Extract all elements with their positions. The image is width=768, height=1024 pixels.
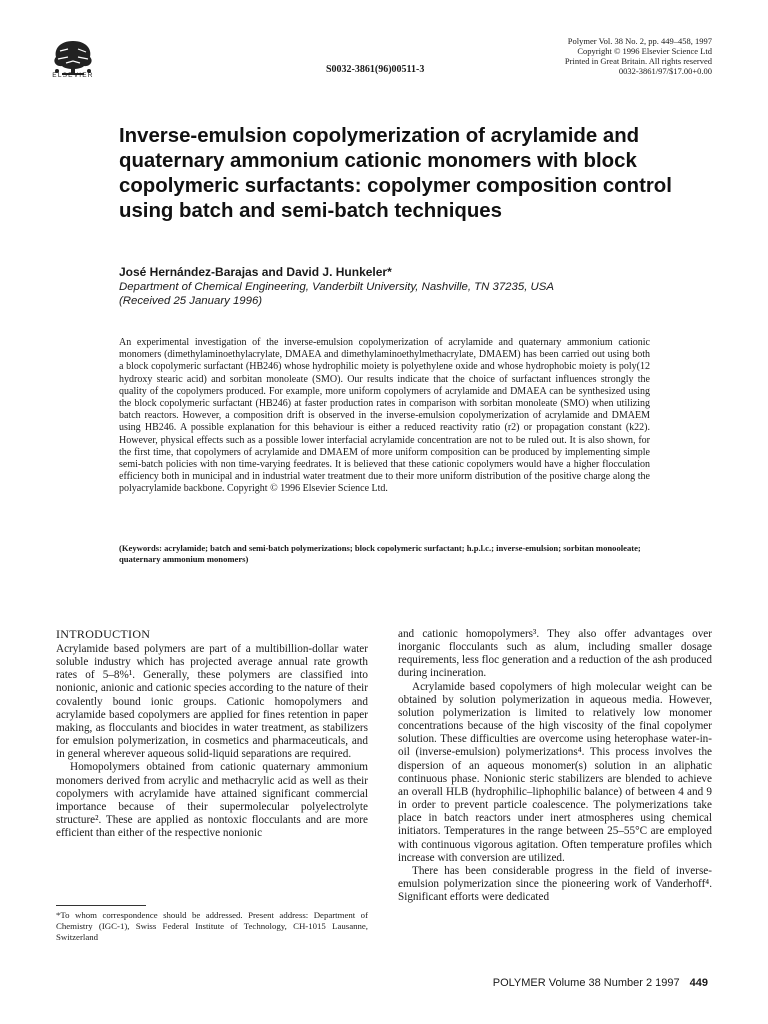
author-affiliation bbox=[119, 280, 679, 308]
body-paragraph: Homopolymers obtained from cationic quaternary ammonium monomers derived from acrylic and methacrylic acid as well as their copolymers with acrylamide have attained significant commercial importance because of their supermolecular polyelectrolyte structure². These are applied as nontoxic flocculants and are more efficient than either of the respective nonionic bbox=[56, 761, 368, 840]
right-column bbox=[398, 628, 712, 904]
received-date: (Received 25 January 1996) bbox=[119, 295, 263, 307]
running-footer bbox=[493, 977, 708, 989]
correspondence-footnote: *To whom correspondence should be addressed. Present address: Department of Chemistry (IGC-1), Swiss Federal Institute of Technology, CH-1015 Lausanne, Switzerland bbox=[56, 910, 368, 942]
section-heading-introduction: INTRODUCTION bbox=[56, 627, 151, 641]
copyright-line: Copyright © 1996 Elsevier Science Ltd bbox=[577, 46, 712, 56]
journal-line: Polymer Vol. 38 No. 2, pp. 449–458, 1997 bbox=[567, 36, 712, 46]
doi-code: S0032-3861(96)00511-3 bbox=[326, 64, 425, 75]
journal-issue: POLYMER Volume 38 Number 2 1997 bbox=[492, 977, 680, 989]
price-line: 0032-3861/97/$17.00+0.00 bbox=[618, 66, 712, 76]
page-number: 449 bbox=[689, 977, 708, 989]
body-paragraph: Acrylamide based copolymers of high molecular weight can be obtained by solution polymerization in aqueous media. However, solution polymerization is limited to relatively low monomer concentrations because of the high viscosity of the final copolymer solution. These difficulties are overcome using heterophase water-in-oil (inverse-emulsion) polymerizations⁴. This process involves the dispersion of an aqueous monomer(s) solution in an aliphatic continuous phase. Nonionic steric stabilizers are blended to achieve an overall HLB (hydrophilic–liphophilic balance) of between 4 and 9 in order to prevent particle coalescence. The polymerizations take place in batch reactors under inert atmospheres using chemical initiators. Temperatures in the range between 25–55°C are employed with continuous vigorous agitation. Often temperature profiles which increase with conversion are utilized. bbox=[398, 680, 712, 864]
article-authors: José Hernández-Barajas and David J. Hunkeler* bbox=[119, 265, 392, 279]
abstract: An experimental investigation of the inverse-emulsion copolymerization of acrylamide and quaternary ammonium cationic monomers (dimethylaminoethylacrylate, DMAEA and dimethylaminoethylmethacrylate, DMAEM) has been carried out using both a block copolymeric surfactant (HB246) whose hydrophilic moiety is polyethylene oxide and whose hydrophobic moiety is poly(12 hydroxy stearic acid) and sorbitan monoleate (SMO). Our results indicate that the choice of surfactant influences strongly the quality of the copolymers produced. For example, more uniform copolymers of acrylamide and DMAEA can be synthesized using the block copolymeric surfactant (HB246) at faster production rates in comparison with sorbitan monoleate (SMO) when utilizing batch reactors. However, a composition drift is observed in the inverse-emulsion copolymerization of acrylamide and DMAEM using HB246. A possible explanation for this behaviour is either a reduced reactivity ratio (r2) or propagation constant (k22). However, physical effects such as a possible lower interfacial acrylamide concentration are not to be ruled out. It is also shown, for the first time, that copolymers of acrylamide and DMAEM of more uniform composition can be produced by implementing simple semi-batch policies with non time-varying feedrates. It is believed that these cationic copolymers would have a higher flocculation efficiency both in municipal and in industrial water treatment due to their more uniform distribution of the positive charge along the polyacrylamide backbone. Copyright © 1996 Elsevier Science Ltd. bbox=[119, 337, 650, 495]
publisher-logo-text: ELSEVIER bbox=[52, 72, 94, 79]
affiliation-text: Department of Chemical Engineering, Vanderbilt University, Nashville, TN 37235, USA bbox=[119, 281, 554, 293]
left-column bbox=[56, 643, 368, 840]
body-paragraph: and cationic homopolymers³. They also offer advantages over inorganic flocculants such as alum, including smaller dosage requirements, less floc generation and a reduction of the ash produced during incineration. bbox=[398, 628, 712, 680]
keywords: (Keywords: acrylamide; batch and semi-batch polymerizations; block copolymeric surfactant; h.p.l.c.; inverse-emulsion; sorbitan monooleate; quaternary ammonium monomers) bbox=[119, 543, 641, 564]
printed-line: Printed in Great Britain. All rights reserved bbox=[564, 56, 712, 66]
footnote-divider bbox=[56, 905, 146, 906]
elsevier-tree-logo bbox=[48, 37, 98, 77]
publication-info bbox=[565, 36, 712, 76]
body-paragraph: There has been considerable progress in the field of inverse-emulsion polymerization since the pioneering work of Vanderhoff⁴. Significant efforts were dedicated bbox=[398, 864, 712, 904]
body-paragraph: Acrylamide based polymers are part of a multibillion-dollar water soluble industry which has projected average annual rate growth rates of 5–8%¹. Generally, these polymers are classified into nonionic, anionic and cationic species according to the nature of their covalently bound ionic groups. Cationic homopolymers and acrylamide based copolymers are applied for fines retention in paper making, as flocculants and biocides in water treatment, as stabilizers for emulsion polymerization, in cosmetics and pharmaceuticals, and in general wherever aqueous solid-liquid separations are required. bbox=[56, 643, 368, 761]
article-title: Inverse-emulsion copolymerization of acrylamide and quaternary ammonium cationic monomers with block copolymeric surfactants: copolymer composition control using batch and semi-batch techniques bbox=[119, 125, 672, 222]
